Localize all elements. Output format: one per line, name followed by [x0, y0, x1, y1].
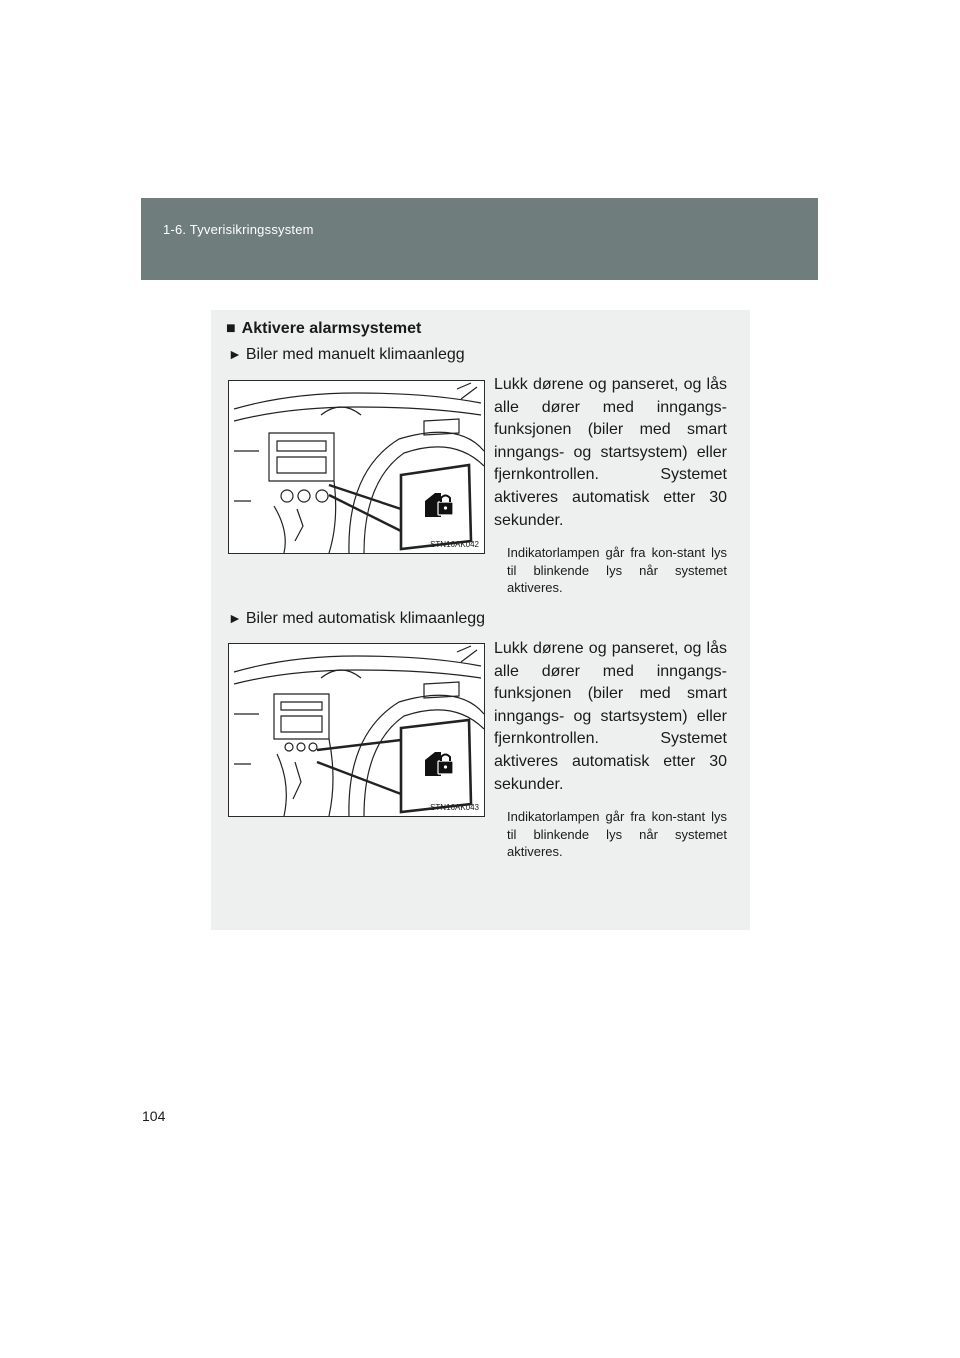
variant-label: Biler med automatisk klimaanlegg	[245, 610, 486, 627]
arrow-bullet-icon: ►	[228, 346, 242, 362]
chapter-header-bar	[141, 198, 818, 280]
section-heading	[226, 320, 421, 338]
indicator-note: Indikatorlampen går fra kon-stant lys til blinkende lys når systemet aktiveres.	[507, 809, 727, 859]
dashboard-illustration-manual	[228, 380, 485, 554]
lock-indicator-icon	[229, 381, 485, 554]
figure-code: STN16AK043	[430, 803, 479, 812]
figure-code: STN16AK042	[430, 540, 479, 549]
arrow-bullet-icon: ►	[228, 610, 242, 626]
square-bullet-icon: ■	[226, 320, 236, 337]
dashboard-illustration-automatic	[228, 643, 485, 817]
lock-indicator-icon	[229, 644, 485, 817]
page-number: 104	[142, 1108, 166, 1124]
content-panel	[211, 310, 750, 930]
variant-heading-automatic	[228, 610, 485, 628]
variant-heading-manual	[228, 346, 465, 364]
indicator-note: Indikatorlampen går fra kon-stant lys til blinkende lys når systemet aktiveres.	[507, 545, 727, 595]
instruction-text: Lukk dørene og panseret, og lås alle dører med inngangs-funksjonen (biler med smart inngangs- og startsystem) eller fjernkontrollen. Systemet aktiveres automatisk etter 30 sekunder.	[494, 640, 727, 793]
chapter-title: 1-6. Tyverisikringssystem	[163, 222, 314, 237]
section-heading-text: Aktivere alarmsystemet	[241, 320, 422, 337]
instruction-text: Lukk dørene og panseret, og lås alle dører med inngangs-funksjonen (biler med smart inngangs- og startsystem) eller fjernkontrollen. Systemet aktiveres automatisk etter 30 sekunder.	[494, 376, 727, 529]
variant-label: Biler med manuelt klimaanlegg	[245, 346, 465, 363]
